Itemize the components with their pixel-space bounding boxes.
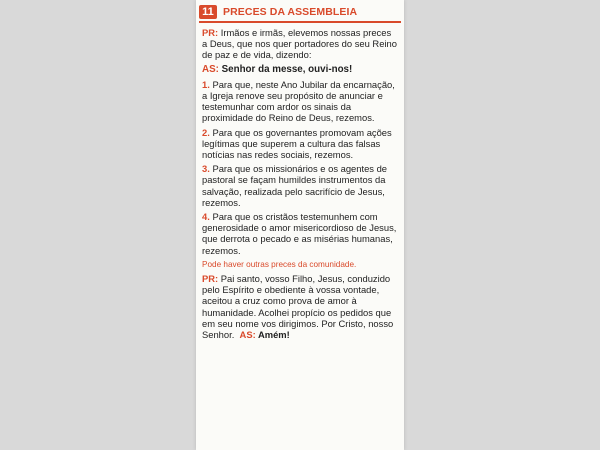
petition-number: 2. xyxy=(202,126,210,138)
card-body xyxy=(196,23,404,340)
petition-text: Para que os governantes promovam ações legítimas que superem a cultura das falsas notícias nas redes sociais, rezemos. xyxy=(202,126,392,161)
amen-text: Amém! xyxy=(257,329,290,341)
community-note: Pode haver outras preces da comunidade. xyxy=(202,259,357,269)
card-header xyxy=(199,2,401,23)
intro-text: Irmãos e irmãs, elevemos nossas preces a Deus, que nos quer portadores do seu Reino de paz e de vida, dizendo: xyxy=(202,27,397,61)
assembly-label: AS: xyxy=(202,63,219,75)
presider-label: PR: xyxy=(202,27,219,38)
prayers-card xyxy=(196,0,404,450)
closing-text: Pai santo, vosso Filho, Jesus, conduzido pelo Espírito e obediente à vossa vontade, aceitou a cruz como prova de amor à humanidade. Acolhei propício os pedidos que em seu nome vos dirigimos. Por Cristo, nosso Senhor. xyxy=(202,273,394,341)
petition-4 xyxy=(202,211,398,256)
final-response xyxy=(237,329,290,340)
assembly-label: AS: xyxy=(239,329,256,341)
petition-text: Para que os cristãos testemunhem com generosidade o amor misericordioso de Jesus, que derrota o pecado e as misérias humanas, rezemos. xyxy=(202,211,397,256)
blurred-background-right xyxy=(404,0,600,450)
closing-prayer xyxy=(202,273,398,340)
intro-paragraph xyxy=(202,27,398,61)
assembly-response xyxy=(202,64,398,75)
section-number-badge: 11 xyxy=(199,5,217,19)
petition-number: 4. xyxy=(202,211,210,223)
petition-2 xyxy=(202,127,398,161)
section-title: PRECES DA ASSEMBLEIA xyxy=(223,5,358,18)
blurred-background-left xyxy=(0,0,196,450)
petition-text: Para que os missionários e os agentes de pastoral se façam humildes instrumentos da salvação, realizada pelo sacrifício de Jesus, rezemos. xyxy=(202,163,388,208)
petition-1 xyxy=(202,79,398,124)
response-text: Senhor da messe, ouvi-nos! xyxy=(221,63,353,75)
presider-label: PR: xyxy=(202,273,219,285)
petition-number: 3. xyxy=(202,163,210,175)
petition-number: 1. xyxy=(202,78,210,90)
petition-3 xyxy=(202,163,398,208)
petition-text: Para que, neste Ano Jubilar da encarnação, a Igreja renove seu propósito de anunciar e testemunhar com ardor os sinais da proximidade do Reino de Deus, rezemos. xyxy=(202,78,395,124)
